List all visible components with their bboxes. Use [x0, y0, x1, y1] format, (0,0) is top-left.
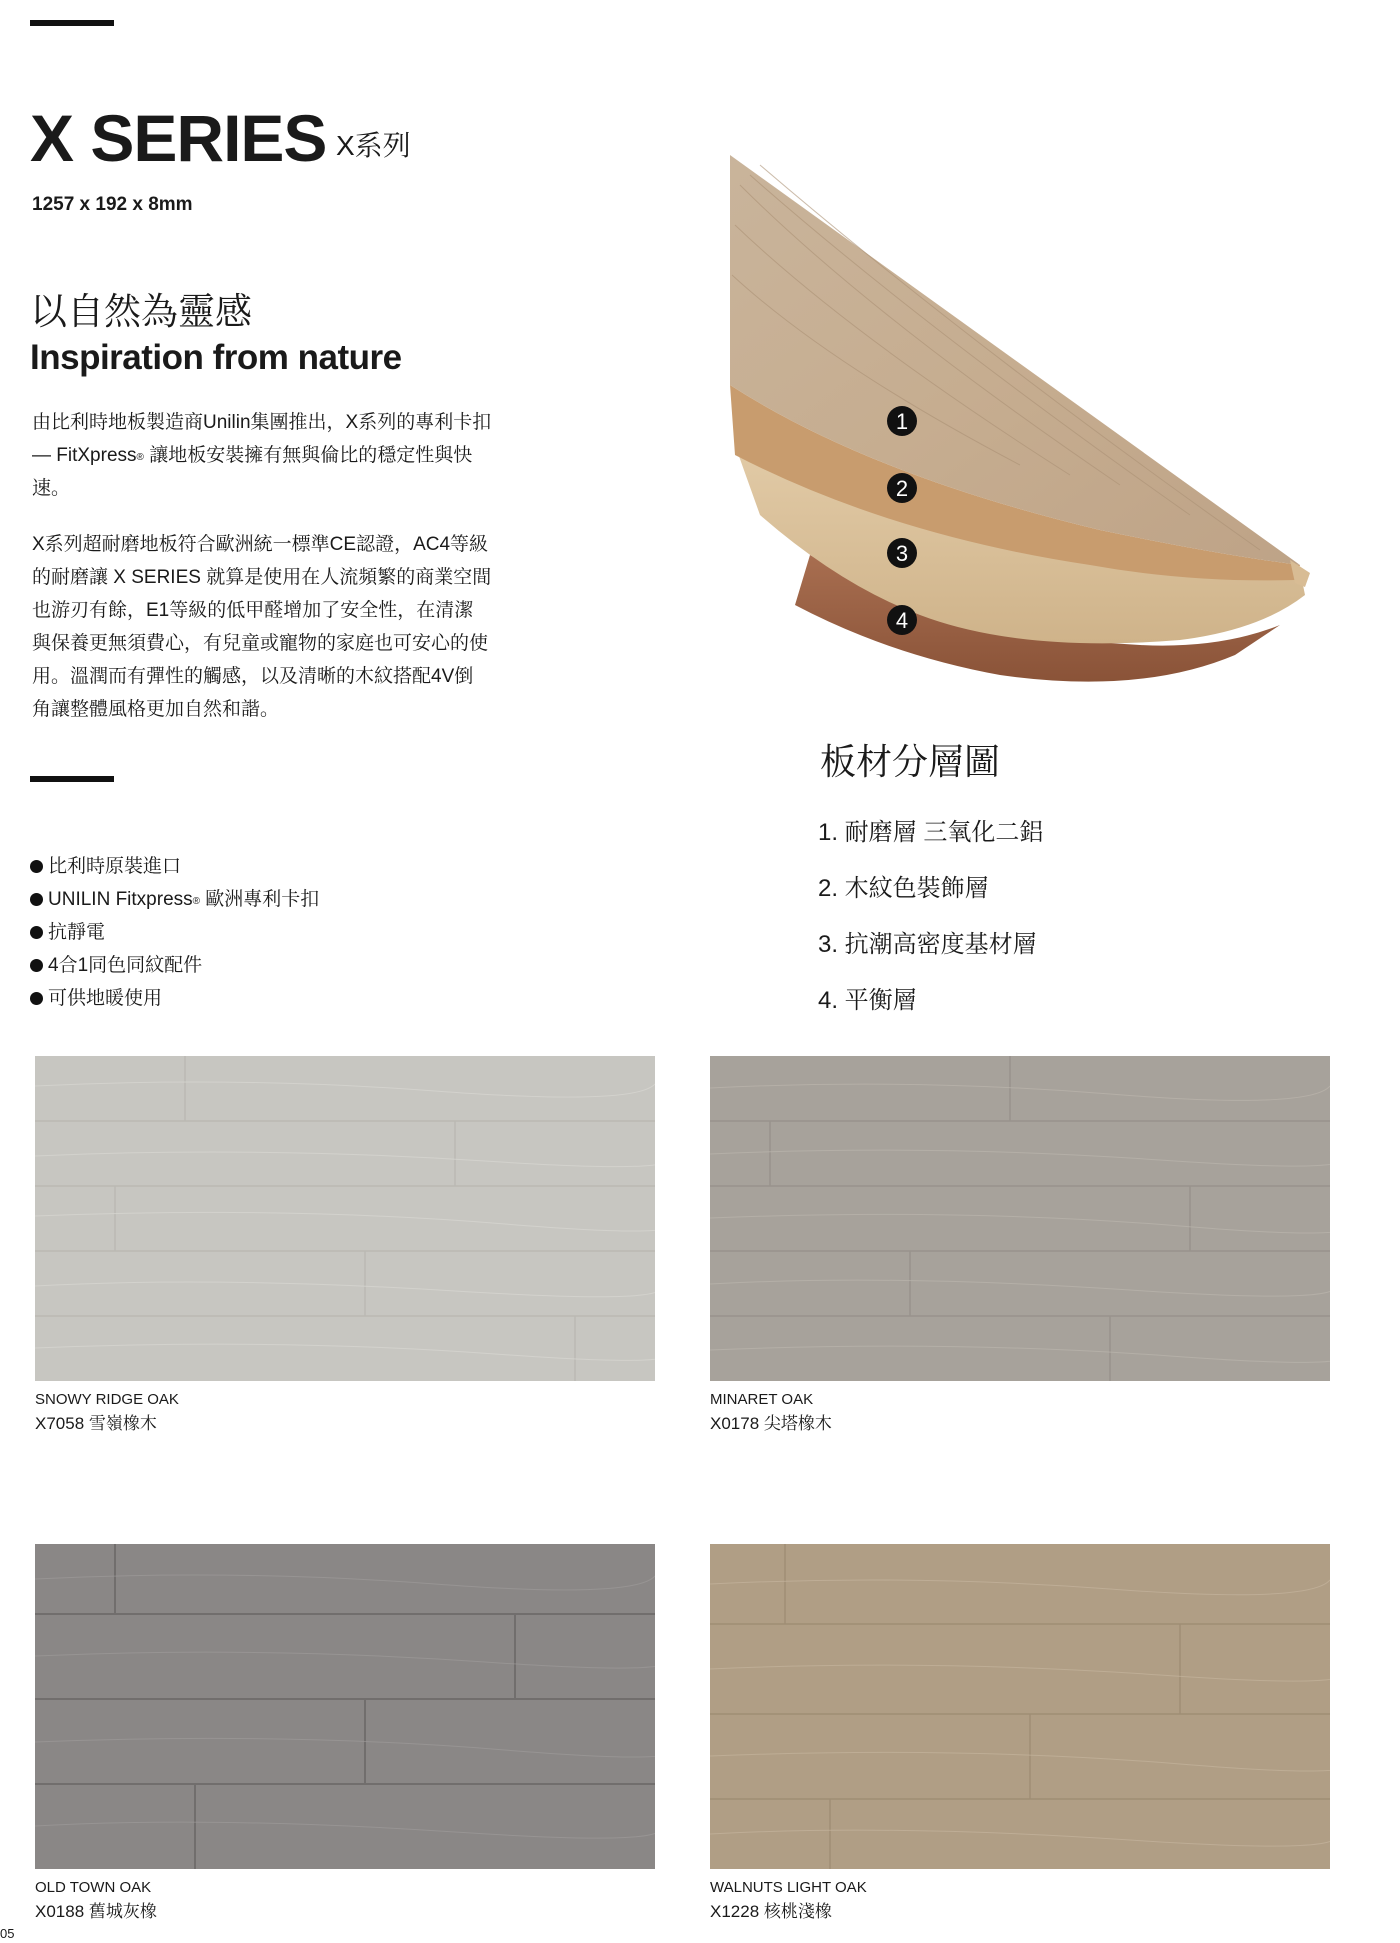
swatch-minaret-oak	[710, 1056, 1330, 1381]
feature-text: 抗靜電	[48, 922, 106, 943]
feature-item	[30, 916, 319, 949]
swatch-walnuts-light-oak	[710, 1544, 1330, 1869]
mid-divider-bar	[30, 776, 114, 782]
layer-list	[818, 805, 1043, 1029]
feature-item	[30, 883, 319, 916]
feature-text: 4合1同色同紋配件	[48, 955, 203, 976]
product-code: X1228 核桃淺橡	[710, 1902, 832, 1921]
top-divider-bar	[30, 20, 114, 26]
marker-3: 3	[895, 541, 909, 566]
product-name: MINARET OAK	[710, 1391, 814, 1408]
intro-heading-zh: 以自然為靈感	[30, 291, 252, 332]
product-name: SNOWY RIDGE OAK	[35, 1391, 179, 1408]
bullet-icon	[30, 992, 43, 1005]
layer-diagram	[720, 155, 1310, 695]
layer-item: 2. 木紋色裝飾層	[818, 875, 989, 902]
feature-text: 可供地暖使用	[48, 988, 163, 1009]
paragraph-1-part-a: 由比利時地板製造商Unilin集團推出，X系列的專利卡扣 — FitXpress	[32, 412, 492, 466]
page-number: 05	[0, 1926, 15, 1941]
intro-paragraph-1	[32, 406, 492, 505]
product-name: OLD TOWN OAK	[35, 1879, 152, 1896]
page-title: X SERIES	[30, 101, 327, 175]
bullet-icon	[30, 959, 43, 972]
marker-4: 4	[895, 608, 909, 633]
registered-mark: ®	[136, 452, 144, 463]
marker-2: 2	[895, 476, 909, 501]
intro-paragraph-2: X系列超耐磨地板符合歐洲統一標準CE認證，AC4等級的耐磨讓 X SERIES 就算是使用在人流頻繁的商業空間也游刃有餘，E1等級的低甲醛增加了安全性，在清潔與保養更無須費心，有兒童或寵物的家庭也可安心的使用。溫潤而有彈性的觸感，以及清晰的木紋搭配4V倒角讓整體風格更加自然和諧。	[32, 534, 492, 720]
registered-mark: ®	[192, 896, 201, 907]
bullet-icon	[30, 893, 43, 906]
feature-item	[30, 949, 319, 982]
paragraph-1-part-b: 讓地板安裝擁有無與倫比的穩定性與快速。	[32, 445, 473, 499]
layers-title: 板材分層圖	[820, 741, 1001, 782]
feature-list	[30, 850, 319, 1015]
layer-item: 4. 平衡層	[818, 987, 917, 1014]
feature-text: 比利時原裝進口	[48, 856, 182, 877]
layer-item: 3. 抗潮高密度基材層	[818, 931, 1037, 958]
bullet-icon	[30, 926, 43, 939]
feature-text-suffix: 歐洲專利卡扣	[205, 889, 320, 910]
dimensions-label: 1257 x 192 x 8mm	[32, 194, 193, 215]
feature-text: UNILIN Fitxpress	[48, 889, 193, 910]
product-name: WALNUTS LIGHT OAK	[710, 1879, 867, 1896]
feature-item	[30, 850, 319, 883]
feature-item	[30, 982, 319, 1015]
swatch-snowy-ridge-oak	[35, 1056, 655, 1381]
product-code: X0178 尖塔橡木	[710, 1414, 832, 1433]
marker-1: 1	[895, 409, 909, 434]
layer-item: 1. 耐磨層 三氧化二鋁	[818, 819, 1044, 846]
product-code: X7058 雪嶺橡木	[35, 1414, 157, 1433]
intro-heading-en: Inspiration from nature	[30, 338, 402, 377]
bullet-icon	[30, 860, 43, 873]
page-title-zh: X系列	[336, 130, 411, 161]
swatch-old-town-oak	[35, 1544, 655, 1869]
product-code: X0188 舊城灰橡	[35, 1902, 157, 1921]
